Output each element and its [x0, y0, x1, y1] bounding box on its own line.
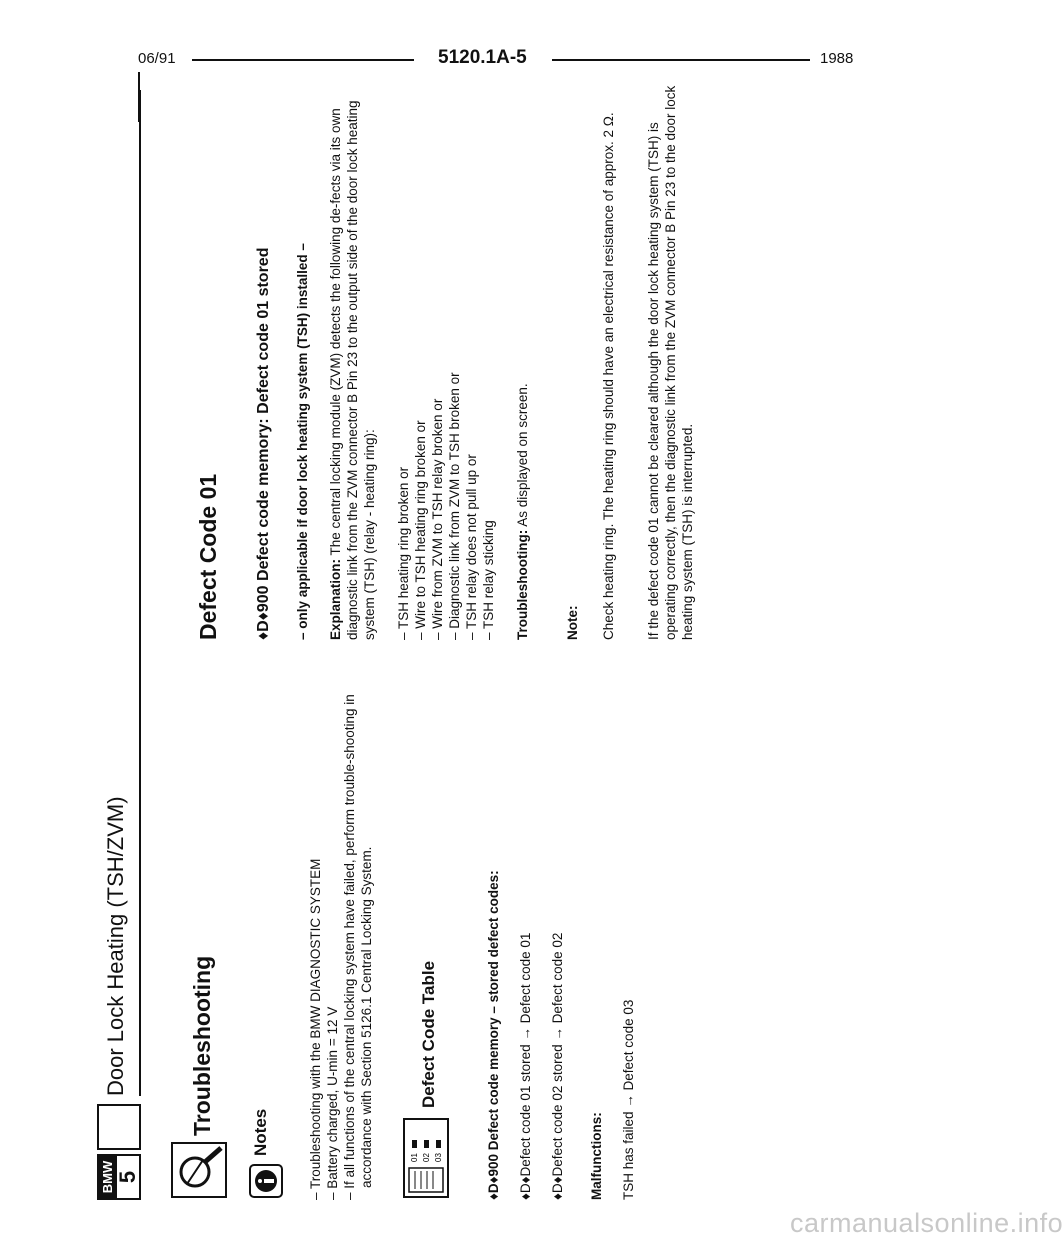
notes-item: – Troubleshooting with the BMW DIAGNOSTIC SYSTEM: [308, 858, 323, 1200]
applicability-note: – only applicable if door lock heating system (TSH) installed –: [295, 243, 310, 640]
malfunctions-item: TSH has failed → Defect code 03: [621, 999, 636, 1200]
magnifier-icon: [171, 1142, 227, 1198]
defect-table-heading: Defect Code Table: [419, 960, 438, 1108]
defect-table-heading-block: [403, 680, 451, 1200]
note-paragraph-2: If the defect code 01 cannot be cleared although the door lock heating system (TSH) is operating correctly, then the diagnostic link from the ZVM connector B Pin 23 to the door lock heating system (TSH) is interrupted.: [646, 85, 695, 640]
table-icon-row: 03: [434, 1153, 443, 1162]
document-title: Door Lock Heating (TSH/ZVM): [103, 796, 128, 1096]
cause-item: – TSH relay does not pull up or: [464, 454, 479, 640]
troubleshooting-heading-block: [169, 680, 229, 1200]
cause-item: – TSH relay sticking: [481, 520, 496, 640]
series-number: 5: [115, 1170, 140, 1184]
bmw-label: BMW: [99, 1156, 117, 1198]
header-rule-left: [192, 59, 414, 61]
watermark: carmanualsonline.info: [790, 1208, 1063, 1238]
table-icon-row: 02: [422, 1153, 431, 1162]
notes-heading-block: [247, 680, 287, 1200]
explanation-text: The central locking module (ZVM) detects the following de-fects via its own diagnostic link from the ZVM connector B Pin 23 to the output side of the door lock heating system (TSH) (relay - heating ring):: [328, 100, 377, 640]
troubleshooting-heading: Troubleshooting: [189, 955, 215, 1136]
note-paragraph-1: Check heating ring. The heating ring should have an electrical resistance of approx. 2 Ω.: [601, 112, 616, 640]
notes-list: [307, 680, 375, 1200]
rotated-content: [95, 85, 795, 1200]
left-column: [95, 680, 795, 1200]
troubleshooting-label: Troubleshooting:: [515, 529, 530, 640]
notes-item: – Battery charged, U-min = 12 V: [325, 1006, 340, 1200]
cause-item: – TSH heating ring broken or: [396, 466, 411, 640]
notes-heading: Notes: [251, 1108, 270, 1156]
info-icon: [249, 1164, 283, 1198]
cause-item: – Wire from ZVM to TSH relay broken or: [430, 398, 445, 640]
causes-list: [395, 85, 497, 640]
defect-table-block: [485, 680, 652, 1200]
dct-item: ♦D♦Defect code 02 stored → Defect code 02: [550, 932, 565, 1200]
explanation-label: Explanation:: [328, 558, 343, 640]
troubleshooting-line: [515, 383, 530, 640]
note-label: Note:: [565, 605, 580, 640]
header-rule-right: [552, 59, 810, 61]
notes-item: – If all functions of the central locking system have failed, perform trouble-shooting in accordance with Section 5126.1 Central Locking System.: [342, 694, 374, 1200]
cause-item: – Wire to TSH heating ring broken or: [413, 420, 428, 640]
malfunctions-label: Malfunctions:: [589, 1112, 604, 1200]
table-icon-row: 01: [410, 1153, 419, 1162]
defect-code-title: Defect Code 01: [195, 473, 221, 640]
header-section-code: 5120.1A-5: [438, 47, 527, 68]
defect-table-icon: [403, 1118, 449, 1198]
dct-title: ♦D♦900 Defect code memory – stored defect codes:: [486, 870, 501, 1200]
troubleshooting-text: As displayed on screen.: [515, 383, 530, 530]
header-date: 06/91: [138, 50, 176, 67]
explanation-paragraph: [327, 85, 378, 640]
d900-title: ♦D♦900 Defect code memory: Defect code 01 stored: [255, 247, 272, 640]
cause-item: – Diagnostic link from ZVM to TSH broken or: [447, 372, 462, 640]
header-year: 1988: [820, 50, 854, 67]
right-column: [95, 85, 795, 640]
dct-item: ♦D♦Defect code 01 stored → Defect code 01: [518, 932, 533, 1200]
